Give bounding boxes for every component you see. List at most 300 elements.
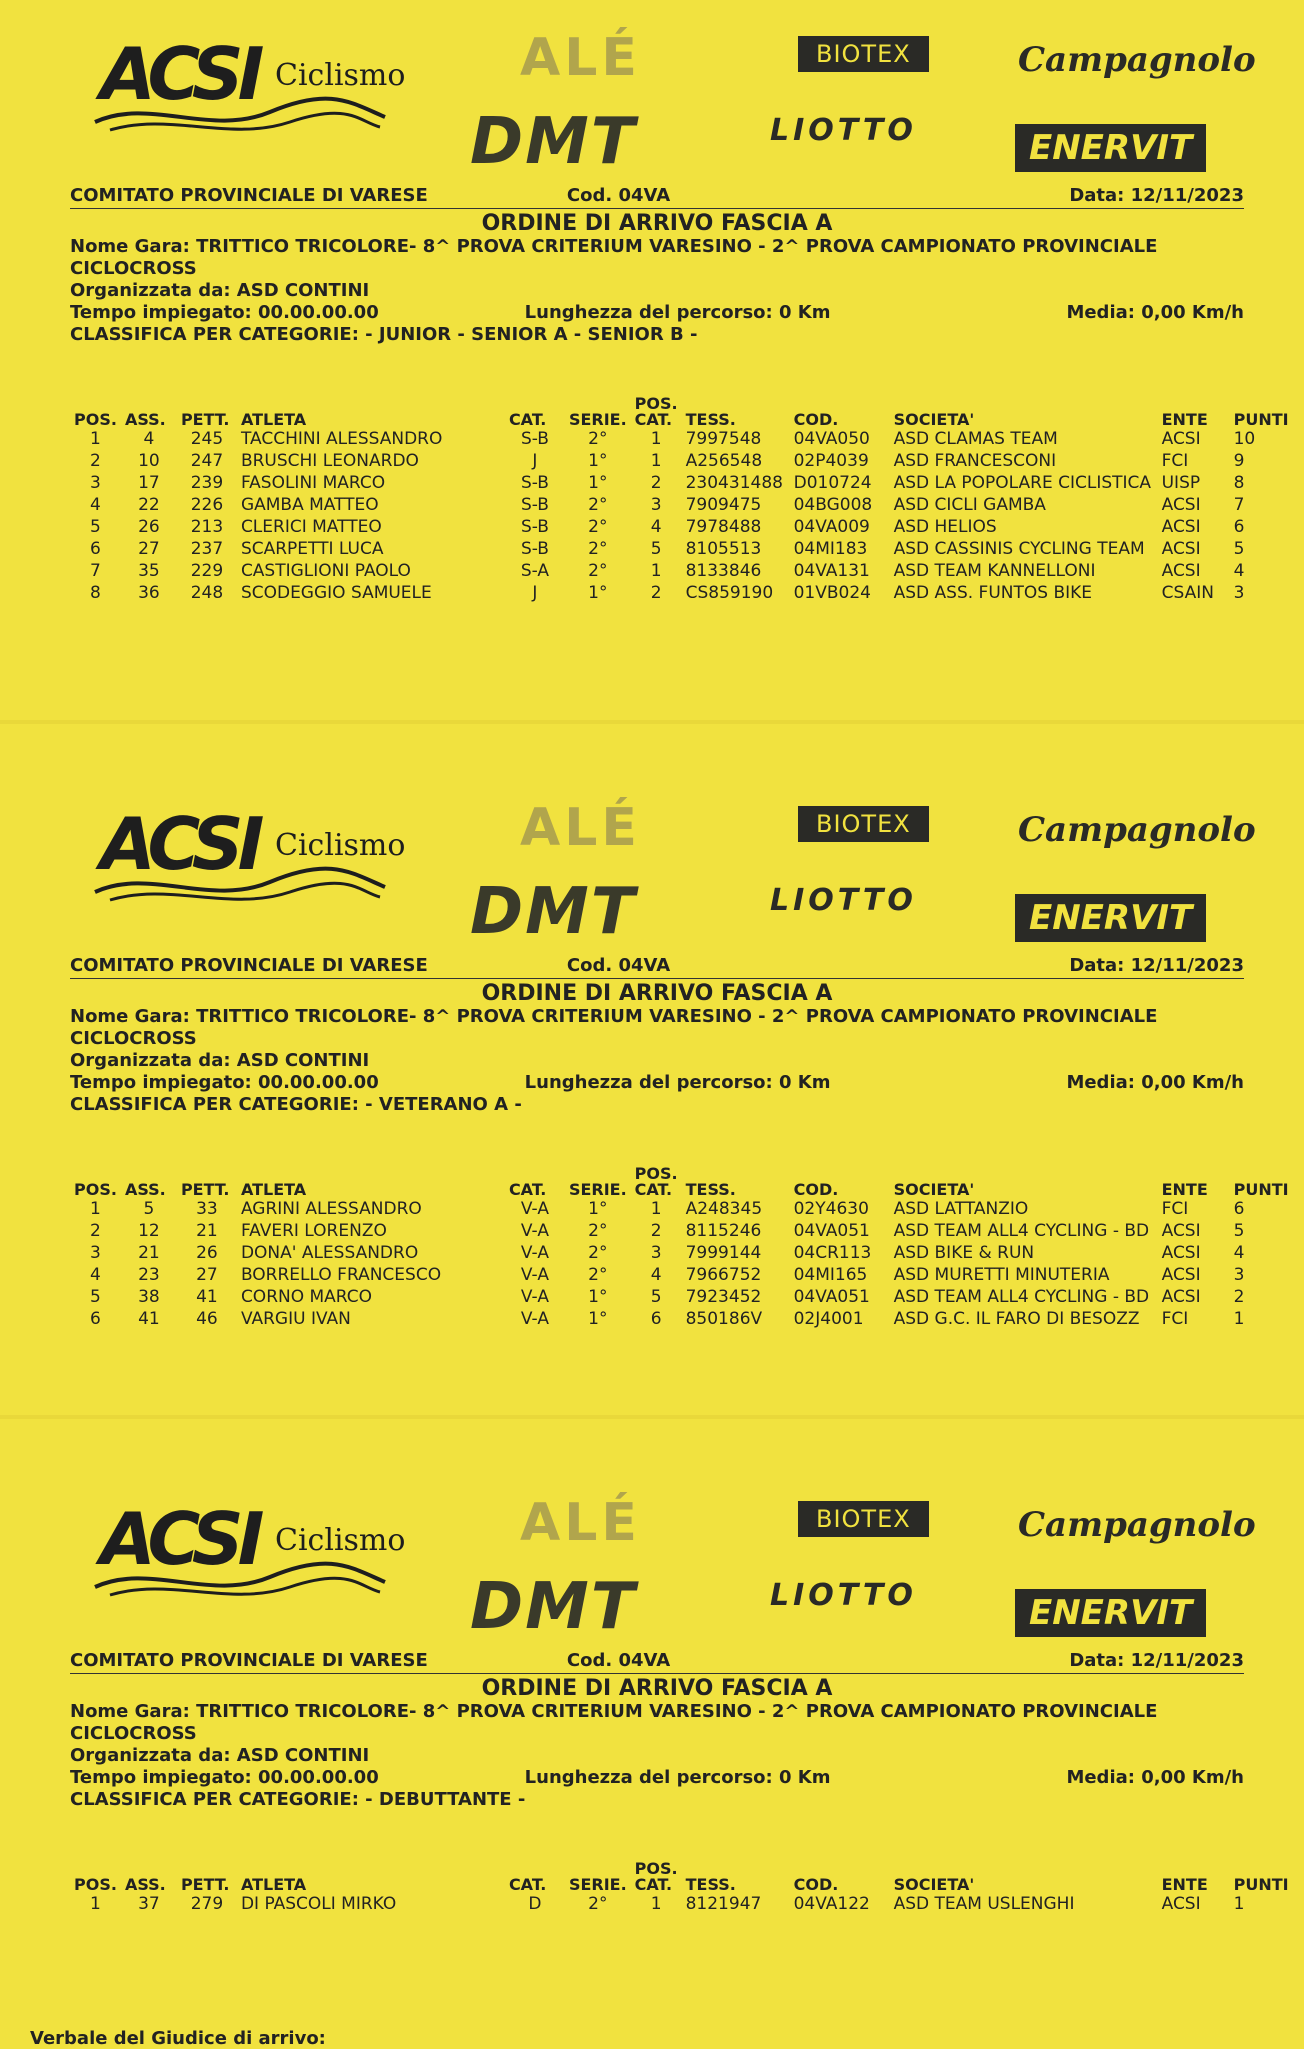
- cell-ente: ACSI: [1161, 1243, 1201, 1263]
- cell-cat: V-A: [520, 1199, 549, 1219]
- cell-pos: 4: [90, 495, 101, 515]
- biotex-logo: BIOTEX: [798, 806, 929, 842]
- table-row: [70, 582, 1293, 604]
- race-header: [0, 185, 1304, 346]
- cell-ass: 27: [138, 539, 160, 559]
- cell-poscat: 5: [650, 539, 662, 559]
- cell-serie: 2°: [588, 1221, 608, 1241]
- col-ente: ENTE: [1161, 410, 1208, 429]
- race-header: [0, 955, 1304, 1116]
- cell-punti: 8: [1233, 473, 1245, 493]
- col-tess: TESS.: [685, 410, 736, 429]
- results-section: [0, 770, 1304, 1330]
- cell-cod: 04VA122: [793, 1894, 870, 1914]
- col-ente: ENTE: [1161, 1875, 1208, 1894]
- cell-punti: 2: [1233, 1287, 1245, 1307]
- table-header: [70, 1861, 1293, 1893]
- cell-serie: 2°: [588, 1265, 608, 1285]
- cell-pos: 8: [90, 583, 101, 603]
- cell-ente: ACSI: [1161, 429, 1201, 449]
- race-header: [0, 1650, 1304, 1811]
- time-taken: Tempo impiegato: 00.00.00.00: [70, 1072, 379, 1093]
- col-ass: ASS.: [124, 1180, 166, 1199]
- cell-atleta: GAMBA MATTEO: [240, 495, 379, 515]
- cell-serie: 1°: [588, 451, 608, 471]
- col-tess: TESS.: [685, 1875, 736, 1894]
- cell-atleta: SCODEGGIO SAMUELE: [240, 583, 432, 603]
- cell-tess: 7997548: [685, 429, 762, 449]
- cell-tess: 8121947: [685, 1894, 762, 1914]
- cell-societa: ASD BIKE & RUN: [893, 1243, 1035, 1263]
- col-atleta: ATLETA: [240, 410, 307, 429]
- col-ente: ENTE: [1161, 1180, 1208, 1199]
- committee-code: Cod. 04VA: [566, 185, 671, 206]
- col-pos: POS.: [74, 410, 117, 429]
- table-row: [70, 428, 1293, 450]
- cell-tess: A248345: [685, 1199, 763, 1219]
- course-length: Lunghezza del percorso: 0 Km: [524, 1767, 831, 1788]
- col-serie: SERIE.: [568, 1875, 627, 1894]
- cell-cat: V-A: [520, 1265, 549, 1285]
- col-cat: CAT.: [508, 1180, 547, 1199]
- cell-ass: 4: [143, 429, 155, 449]
- cell-poscat: 6: [650, 1309, 662, 1329]
- cell-cod: 02J4001: [793, 1309, 864, 1329]
- col-cod: COD.: [793, 1875, 839, 1894]
- cell-societa: ASD CASSINIS CYCLING TEAM: [893, 539, 1145, 559]
- cell-cod: D010724: [793, 473, 872, 493]
- race-name: Nome Gara: TRITTICO TRICOLORE- 8^ PROVA CRITERIUM VARESINO - 2^ PROVA CAMPIONATO PROVINCIALE: [70, 1006, 1158, 1027]
- cell-ente: ACSI: [1161, 561, 1201, 581]
- col-atleta: ATLETA: [240, 1180, 307, 1199]
- cell-atleta: CASTIGLIONI PAOLO: [240, 561, 411, 581]
- cell-ass: 41: [138, 1309, 160, 1329]
- dmt-logo: DMT: [470, 1570, 637, 1644]
- cell-punti: 3: [1233, 1265, 1245, 1285]
- table-row: [70, 450, 1293, 472]
- cell-tess: 8133846: [685, 561, 762, 581]
- cell-cat: S-B: [520, 517, 549, 537]
- acsi-logo: ACSI Ciclismo: [90, 1495, 420, 1605]
- cell-atleta: TACCHINI ALESSANDRO: [240, 429, 443, 449]
- cell-societa: ASD TEAM ALL4 CYCLING - BD: [893, 1221, 1150, 1241]
- cell-tess: 8115246: [685, 1221, 762, 1241]
- campagnolo-logo: Campagnolo: [1018, 40, 1256, 80]
- cell-pett: 33: [196, 1199, 218, 1219]
- cell-pos: 3: [90, 473, 101, 493]
- footer-note: Verbale del Giudice di arrivo:: [30, 2028, 326, 2049]
- table-row: [70, 538, 1293, 560]
- cell-punti: 9: [1233, 451, 1245, 471]
- cell-pett: 26: [196, 1243, 218, 1263]
- organizer: Organizzata da: ASD CONTINI: [70, 1745, 370, 1766]
- cell-ente: FCI: [1161, 451, 1189, 471]
- cell-pett: 239: [190, 473, 224, 493]
- cell-pos: 1: [90, 1199, 101, 1219]
- col-cod: COD.: [793, 1180, 839, 1199]
- table-header: [70, 1166, 1293, 1198]
- cell-tess: 7999144: [685, 1243, 762, 1263]
- cell-tess: 7966752: [685, 1265, 762, 1285]
- table-row: [70, 1264, 1293, 1286]
- cell-pos: 6: [90, 1309, 101, 1329]
- cell-poscat: 1: [650, 1894, 662, 1914]
- cell-atleta: DI PASCOLI MIRKO: [240, 1894, 397, 1914]
- cell-poscat: 2: [650, 473, 662, 493]
- cell-serie: 1°: [588, 1287, 608, 1307]
- committee: COMITATO PROVINCIALE DI VARESE: [70, 1650, 428, 1671]
- dmt-logo: DMT: [470, 105, 637, 179]
- cell-atleta: FAVERI LORENZO: [240, 1221, 387, 1241]
- cell-societa: ASD LA POPOLARE CICLISTICA: [893, 473, 1152, 493]
- cell-ente: ACSI: [1161, 517, 1201, 537]
- cell-serie: 2°: [588, 539, 608, 559]
- cell-ente: FCI: [1161, 1309, 1189, 1329]
- table-row: [70, 560, 1293, 582]
- results-title: ORDINE DI ARRIVO FASCIA A: [481, 211, 833, 236]
- cell-pos: 6: [90, 539, 101, 559]
- col-cat: CAT.: [508, 410, 547, 429]
- cell-ass: 35: [138, 561, 160, 581]
- cell-ente: ACSI: [1161, 539, 1201, 559]
- results-table: [70, 1861, 1293, 1915]
- cell-serie: 1°: [588, 1199, 608, 1219]
- cell-societa: ASD FRANCESCONI: [893, 451, 1057, 471]
- race-date: Data: 12/11/2023: [1069, 1650, 1244, 1671]
- cell-ass: 21: [138, 1243, 160, 1263]
- cell-atleta: VARGIU IVAN: [240, 1309, 351, 1329]
- cell-ass: 36: [138, 583, 160, 603]
- col-atleta: ATLETA: [240, 1875, 307, 1894]
- cell-societa: ASD TEAM KANNELLONI: [893, 561, 1096, 581]
- cell-ente: ACSI: [1161, 1221, 1201, 1241]
- cell-serie: 2°: [588, 495, 608, 515]
- cell-cod: 04VA050: [793, 429, 870, 449]
- cell-societa: ASD HELIOS: [893, 517, 997, 537]
- cell-pett: 41: [196, 1287, 218, 1307]
- cell-ass: 17: [138, 473, 160, 493]
- cell-punti: 4: [1233, 561, 1245, 581]
- course-length: Lunghezza del percorso: 0 Km: [524, 302, 831, 323]
- time-taken: Tempo impiegato: 00.00.00.00: [70, 302, 379, 323]
- cell-cod: 04VA051: [793, 1287, 870, 1307]
- cell-tess: 230431488: [685, 473, 783, 493]
- cell-atleta: DONA' ALESSANDRO: [240, 1243, 419, 1263]
- cell-societa: ASD G.C. IL FARO DI BESOZZ: [893, 1309, 1140, 1329]
- liotto-logo: LIOTTO: [770, 883, 917, 918]
- cell-cat: S-B: [520, 539, 549, 559]
- col-societa: SOCIETA': [893, 410, 975, 429]
- cell-ente: ACSI: [1161, 1894, 1201, 1914]
- cell-serie: 2°: [588, 1243, 608, 1263]
- campagnolo-logo: Campagnolo: [1018, 1505, 1256, 1545]
- ale-logo: ALÉ: [520, 28, 641, 88]
- cell-punti: 6: [1233, 517, 1245, 537]
- cell-pett: 279: [190, 1894, 224, 1914]
- cell-cat: V-A: [520, 1309, 549, 1329]
- race-name: Nome Gara: TRITTICO TRICOLORE- 8^ PROVA CRITERIUM VARESINO - 2^ PROVA CAMPIONATO PROVINCIALE: [70, 1701, 1158, 1722]
- committee-code: Cod. 04VA: [566, 955, 671, 976]
- cell-pos: 7: [90, 561, 101, 581]
- cell-ass: 38: [138, 1287, 160, 1307]
- cell-tess: 8105513: [685, 539, 762, 559]
- cell-cat: S-B: [520, 429, 549, 449]
- table-row: [70, 1242, 1293, 1264]
- cell-poscat: 2: [650, 583, 662, 603]
- categories: CLASSIFICA PER CATEGORIE: - JUNIOR - SENIOR A - SENIOR B -: [70, 324, 698, 345]
- cell-cat: D: [528, 1894, 542, 1914]
- race-type: CICLOCROSS: [70, 1028, 197, 1049]
- cell-atleta: CORNO MARCO: [240, 1287, 373, 1307]
- results-title: ORDINE DI ARRIVO FASCIA A: [481, 981, 833, 1006]
- cell-cod: 04CR113: [793, 1243, 872, 1263]
- col-punti: PUNTI: [1233, 410, 1289, 429]
- col-pos: POS.: [74, 1875, 117, 1894]
- cell-punti: 3: [1233, 583, 1245, 603]
- cell-ente: UISP: [1161, 473, 1201, 493]
- organizer: Organizzata da: ASD CONTINI: [70, 280, 370, 301]
- cell-cat: V-A: [520, 1287, 549, 1307]
- cell-punti: 6: [1233, 1199, 1245, 1219]
- average-speed: Media: 0,00 Km/h: [1066, 302, 1244, 323]
- col-ass: ASS.: [124, 410, 166, 429]
- table-header: [70, 396, 1293, 428]
- results-title: ORDINE DI ARRIVO FASCIA A: [481, 1676, 833, 1701]
- cell-cat: S-B: [520, 495, 549, 515]
- cell-ente: ACSI: [1161, 1287, 1201, 1307]
- table-row: [70, 516, 1293, 538]
- cell-cod: 04VA051: [793, 1221, 870, 1241]
- col-pett: PETT.: [180, 410, 230, 429]
- cell-cod: 04VA009: [793, 517, 870, 537]
- cell-poscat: 3: [650, 495, 662, 515]
- cell-pett: 21: [196, 1221, 218, 1241]
- cell-serie: 1°: [588, 1309, 608, 1329]
- cell-pos: 1: [90, 1894, 101, 1914]
- cell-cat: S-A: [520, 561, 550, 581]
- cell-ass: 5: [143, 1199, 155, 1219]
- col-pett: PETT.: [180, 1875, 230, 1894]
- ale-logo: ALÉ: [520, 798, 641, 858]
- acsi-logo: ACSI Ciclismo: [90, 800, 420, 910]
- cell-tess: A256548: [685, 451, 763, 471]
- cell-cat: S-B: [520, 473, 549, 493]
- col-societa: SOCIETA': [893, 1180, 975, 1199]
- cell-punti: 1: [1233, 1894, 1245, 1914]
- col-tess: TESS.: [685, 1180, 736, 1199]
- cell-serie: 1°: [588, 473, 608, 493]
- cell-pos: 4: [90, 1265, 101, 1285]
- cell-poscat: 4: [650, 517, 662, 537]
- cell-cat: J: [532, 583, 538, 603]
- cell-ente: FCI: [1161, 1199, 1189, 1219]
- cell-punti: 1: [1233, 1309, 1245, 1329]
- average-speed: Media: 0,00 Km/h: [1066, 1767, 1244, 1788]
- results-table: [70, 1166, 1293, 1330]
- cell-tess: CS859190: [685, 583, 774, 603]
- cell-pos: 5: [90, 1287, 101, 1307]
- enervit-logo: ENERVIT: [1015, 124, 1206, 172]
- table-row: [70, 1893, 1293, 1915]
- col-serie: SERIE.: [568, 410, 627, 429]
- liotto-logo: LIOTTO: [770, 1578, 917, 1613]
- cell-ass: 10: [138, 451, 160, 471]
- categories: CLASSIFICA PER CATEGORIE: - VETERANO A -: [70, 1094, 522, 1115]
- cell-ente: ACSI: [1161, 495, 1201, 515]
- cell-punti: 5: [1233, 1221, 1245, 1241]
- cell-atleta: CLERICI MATTEO: [240, 517, 382, 537]
- race-type: CICLOCROSS: [70, 258, 197, 279]
- cell-serie: 2°: [588, 429, 608, 449]
- col-ass: ASS.: [124, 1875, 166, 1894]
- cell-societa: ASD CLAMAS TEAM: [893, 429, 1058, 449]
- cell-cat: V-A: [520, 1243, 549, 1263]
- col-poscat: POS. CAT.: [634, 394, 678, 429]
- race-date: Data: 12/11/2023: [1069, 185, 1244, 206]
- cell-tess: 7923452: [685, 1287, 762, 1307]
- cell-cod: 04MI183: [793, 539, 868, 559]
- sheet-separator: [0, 1415, 1304, 1419]
- cell-serie: 1°: [588, 583, 608, 603]
- race-date: Data: 12/11/2023: [1069, 955, 1244, 976]
- cell-poscat: 2: [650, 1221, 662, 1241]
- campagnolo-logo: Campagnolo: [1018, 810, 1256, 850]
- cell-cat: J: [532, 451, 538, 471]
- committee: COMITATO PROVINCIALE DI VARESE: [70, 185, 428, 206]
- col-cat: CAT.: [508, 1875, 547, 1894]
- table-row: [70, 472, 1293, 494]
- table-row: [70, 1286, 1293, 1308]
- cell-cat: V-A: [520, 1221, 549, 1241]
- results-section: [0, 0, 1304, 604]
- cell-atleta: BRUSCHI LEONARDO: [240, 451, 419, 471]
- average-speed: Media: 0,00 Km/h: [1066, 1072, 1244, 1093]
- committee-code: Cod. 04VA: [566, 1650, 671, 1671]
- race-type: CICLOCROSS: [70, 1723, 197, 1744]
- sponsor-logos: [0, 0, 1304, 185]
- col-cod: COD.: [793, 410, 839, 429]
- col-serie: SERIE.: [568, 1180, 627, 1199]
- cell-societa: ASD CICLI GAMBA: [893, 495, 1046, 515]
- col-punti: PUNTI: [1233, 1875, 1289, 1894]
- table-row: [70, 494, 1293, 516]
- cell-tess: 850186V: [685, 1309, 763, 1329]
- cell-punti: 7: [1233, 495, 1245, 515]
- enervit-logo: ENERVIT: [1015, 1589, 1206, 1637]
- sponsor-logos: [0, 1465, 1304, 1650]
- cell-ass: 26: [138, 517, 160, 537]
- acsi-logo: ACSI Ciclismo: [90, 30, 420, 140]
- sponsor-logos: [0, 770, 1304, 955]
- cell-pos: 2: [90, 451, 101, 471]
- col-pett: PETT.: [180, 1180, 230, 1199]
- committee: COMITATO PROVINCIALE DI VARESE: [70, 955, 428, 976]
- liotto-logo: LIOTTO: [770, 113, 917, 148]
- results-table: [70, 396, 1293, 604]
- organizer: Organizzata da: ASD CONTINI: [70, 1050, 370, 1071]
- cell-pett: 237: [190, 539, 224, 559]
- cell-societa: ASD LATTANZIO: [893, 1199, 1029, 1219]
- biotex-logo: BIOTEX: [798, 1501, 929, 1537]
- cell-punti: 10: [1233, 429, 1256, 449]
- cell-pett: 226: [190, 495, 224, 515]
- cell-poscat: 1: [650, 561, 662, 581]
- cell-pett: 248: [190, 583, 224, 603]
- cell-atleta: SCARPETTI LUCA: [240, 539, 384, 559]
- sheet-separator: [0, 720, 1304, 724]
- results-section: [0, 1465, 1304, 1915]
- cell-ente: CSAIN: [1161, 583, 1214, 603]
- cell-pett: 245: [190, 429, 224, 449]
- cell-cod: 04VA131: [793, 561, 870, 581]
- cell-punti: 4: [1233, 1243, 1245, 1263]
- cell-pos: 5: [90, 517, 101, 537]
- cell-pett: 213: [190, 517, 224, 537]
- biotex-logo: BIOTEX: [798, 36, 929, 72]
- cell-poscat: 5: [650, 1287, 662, 1307]
- cell-societa: ASD TEAM ALL4 CYCLING - BD: [893, 1287, 1150, 1307]
- cell-poscat: 1: [650, 451, 662, 471]
- cell-pett: 247: [190, 451, 224, 471]
- cell-pos: 1: [90, 429, 101, 449]
- col-punti: PUNTI: [1233, 1180, 1289, 1199]
- table-row: [70, 1308, 1293, 1330]
- col-societa: SOCIETA': [893, 1875, 975, 1894]
- cell-societa: ASD MURETTI MINUTERIA: [893, 1265, 1110, 1285]
- cell-punti: 5: [1233, 539, 1245, 559]
- cell-ass: 23: [138, 1265, 160, 1285]
- cell-atleta: BORRELLO FRANCESCO: [240, 1265, 442, 1285]
- cell-pett: 229: [190, 561, 224, 581]
- cell-serie: 2°: [588, 561, 608, 581]
- cell-cod: 02Y4630: [793, 1199, 869, 1219]
- col-poscat: POS. CAT.: [634, 1859, 678, 1894]
- cell-atleta: AGRINI ALESSANDRO: [240, 1199, 422, 1219]
- cell-poscat: 1: [650, 1199, 662, 1219]
- cell-ass: 12: [138, 1221, 160, 1241]
- course-length: Lunghezza del percorso: 0 Km: [524, 1072, 831, 1093]
- cell-poscat: 1: [650, 429, 662, 449]
- cell-cod: 02P4039: [793, 451, 869, 471]
- table-row: [70, 1220, 1293, 1242]
- cell-serie: 2°: [588, 517, 608, 537]
- cell-tess: 7978488: [685, 517, 762, 537]
- dmt-logo: DMT: [470, 875, 637, 949]
- time-taken: Tempo impiegato: 00.00.00.00: [70, 1767, 379, 1788]
- cell-ass: 22: [138, 495, 160, 515]
- cell-cod: 04MI165: [793, 1265, 868, 1285]
- cell-serie: 2°: [588, 1894, 608, 1914]
- cell-cod: 04BG008: [793, 495, 873, 515]
- col-pos: POS.: [74, 1180, 117, 1199]
- cell-societa: ASD ASS. FUNTOS BIKE: [893, 583, 1093, 603]
- cell-ente: ACSI: [1161, 1265, 1201, 1285]
- categories: CLASSIFICA PER CATEGORIE: - DEBUTTANTE -: [70, 1789, 526, 1810]
- cell-poscat: 3: [650, 1243, 662, 1263]
- cell-pos: 3: [90, 1243, 101, 1263]
- table-row: [70, 1198, 1293, 1220]
- cell-atleta: FASOLINI MARCO: [240, 473, 386, 493]
- cell-pett: 46: [196, 1309, 218, 1329]
- cell-pos: 2: [90, 1221, 101, 1241]
- cell-poscat: 4: [650, 1265, 662, 1285]
- cell-societa: ASD TEAM USLENGHI: [893, 1894, 1075, 1914]
- cell-tess: 7909475: [685, 495, 762, 515]
- enervit-logo: ENERVIT: [1015, 894, 1206, 942]
- cell-ass: 37: [138, 1894, 160, 1914]
- cell-pett: 27: [196, 1265, 218, 1285]
- race-name: Nome Gara: TRITTICO TRICOLORE- 8^ PROVA CRITERIUM VARESINO - 2^ PROVA CAMPIONATO PROVINCIALE: [70, 236, 1158, 257]
